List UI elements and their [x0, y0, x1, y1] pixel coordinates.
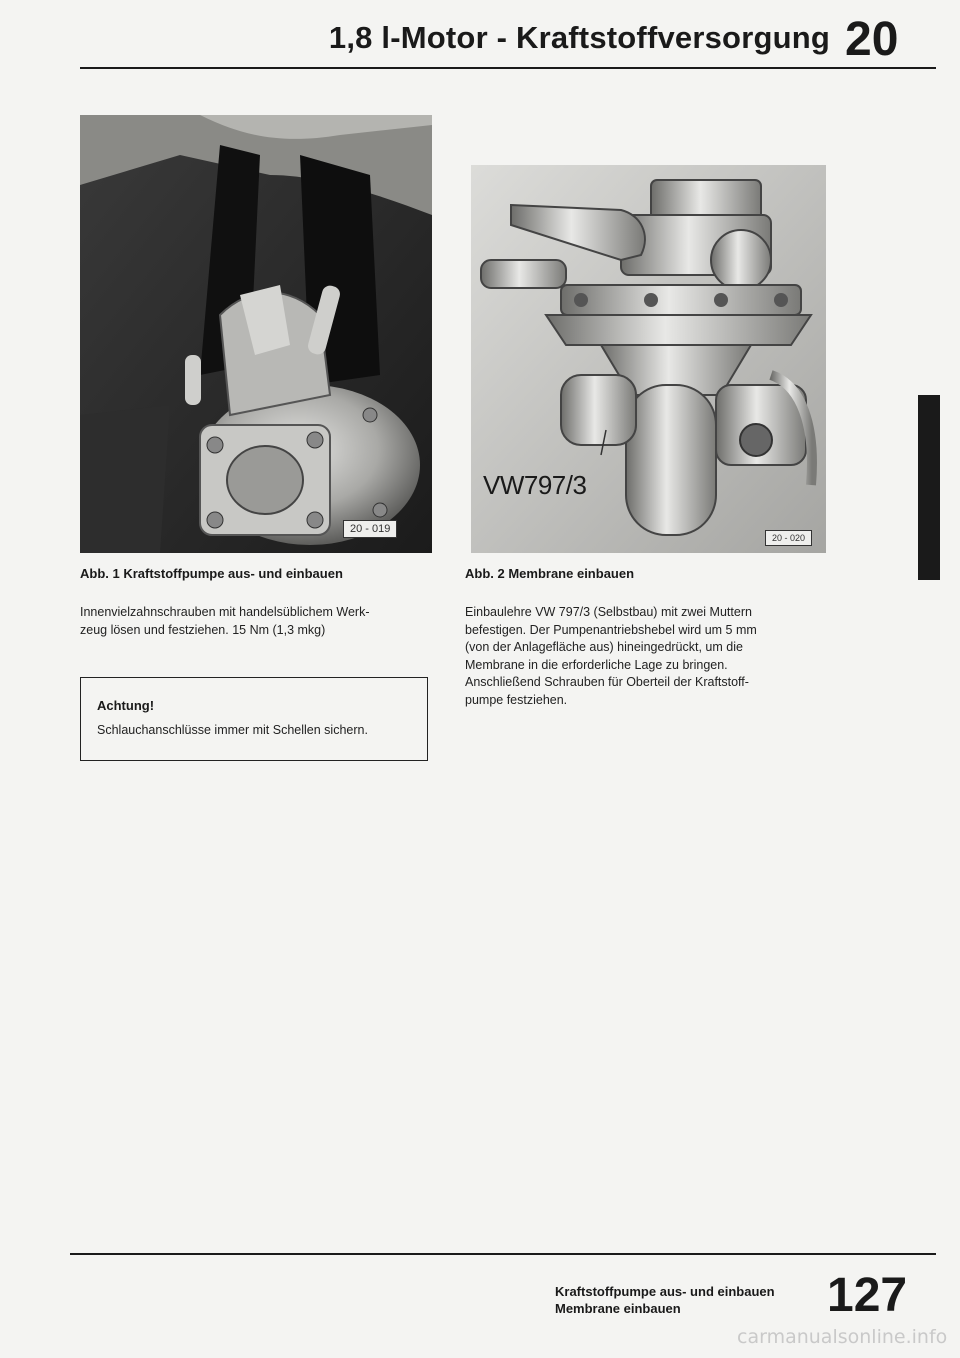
chapter-number: 20 — [845, 13, 899, 66]
figure-2-caption: Abb. 2 Membrane einbauen — [465, 566, 635, 581]
header-divider — [80, 67, 936, 69]
text-line: Einbaulehre VW 797/3 (Selbstbau) mit zwei Muttern — [465, 605, 752, 619]
footer-divider — [70, 1253, 936, 1255]
watermark: carmanualsonline.info — [737, 1326, 948, 1348]
text-line: befestigen. Der Pumpenantriebshebel wird um 5 mm — [465, 622, 757, 637]
warning-title: Achtung! — [97, 698, 155, 713]
tool-label: VW797/3 — [483, 470, 587, 500]
warning-text: Schlauchanschlüsse immer mit Schellen sichern. — [97, 723, 368, 737]
footer-section-titles — [555, 1283, 775, 1317]
footer-line-2: Membrane einbauen — [555, 1301, 681, 1316]
figure-1-reference: 20 - 019 — [343, 520, 397, 538]
text-line: (von der Anlagefläche aus) hineingedrückt, um die — [465, 640, 743, 654]
text-line: pumpe festziehen. — [465, 692, 568, 707]
text-line: zeug lösen und festziehen. 15 Nm (1,3 mkg) — [80, 622, 326, 637]
footer-line-1: Kraftstoffpumpe aus- und einbauen — [555, 1284, 775, 1299]
page-title: 1,8 l-Motor - Kraftstoffversorgung — [328, 20, 830, 55]
warning-box — [80, 677, 428, 761]
figure-1-photo — [80, 115, 432, 553]
text-line: Anschließend Schrauben für Oberteil der Kraftstoff- — [465, 675, 749, 689]
page-number: 127 — [827, 1269, 908, 1322]
figure-1-text — [80, 604, 430, 639]
text-line: Innenvielzahnschrauben mit handelsüblichem Werk- — [80, 605, 370, 619]
section-tab-marker — [918, 395, 940, 580]
text-line: Membrane in die erforderliche Lage zu bringen. — [465, 657, 728, 672]
figure-2-reference: 20 - 020 — [765, 530, 812, 546]
figure-1-caption: Abb. 1 Kraftstoffpumpe aus- und einbauen — [80, 566, 343, 581]
figure-2-text — [465, 604, 825, 709]
